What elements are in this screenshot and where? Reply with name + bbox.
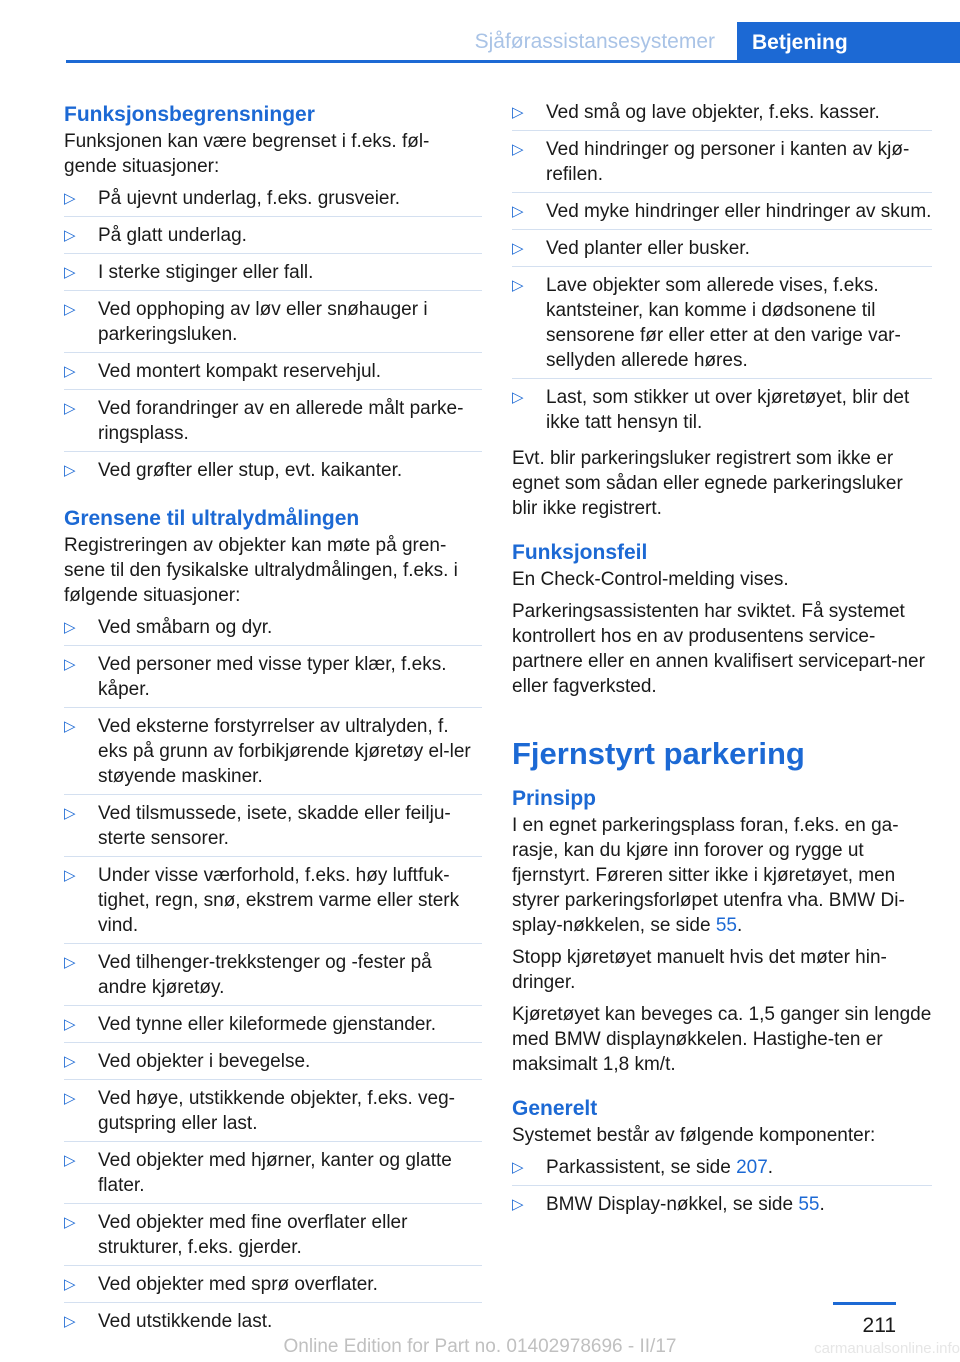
edition-note: Online Edition for Part no. 01402978696 - II/17 — [283, 1336, 677, 1357]
header-section-title: Sjåførassistansesystemer — [474, 30, 715, 53]
triangle-bullet-icon: ▷ — [64, 954, 76, 971]
stop-text: Stopp kjøretøyet manuelt hvis det møter hin-dringer. — [512, 947, 887, 993]
heading-remote-parking: Fjernstyrt parkering — [512, 736, 805, 771]
triangle-bullet-icon: ▷ — [512, 1196, 524, 1213]
heading-ultrasound: Grensene til ultralydmålingen — [64, 507, 360, 530]
list-item: ▷ BMW Display-nøkkel, se side 55. — [512, 1194, 825, 1215]
triangle-bullet-icon: ▷ — [512, 203, 524, 220]
list-item: ▷ Ved tilhenger-trekkstenger og -fester på andre kjøretøy. — [64, 950, 482, 1006]
limits-list — [64, 186, 482, 488]
malfunction-advice: Parkeringsassistenten har sviktet. Få systemet kontrollert hos en av produsentens service-partnere eller en annen kvalifisert servicepart-ner eller fagverksted. — [512, 601, 925, 697]
list-item: ▷ Under visse værforhold, f.eks. høy luftfuk-tighet, regn, snø, ekstrem varme eller sterk vind. — [64, 863, 482, 944]
heading-general: Generelt — [512, 1097, 598, 1120]
list-item: ▷ Ved objekter med sprø overflater. — [64, 1272, 482, 1303]
list-item: ▷ Parkassistent, se side 207. — [512, 1155, 932, 1186]
triangle-bullet-icon: ▷ — [512, 1159, 524, 1176]
page-link[interactable]: 55 — [715, 915, 737, 936]
right-column — [512, 100, 932, 1228]
general-intro: Systemet består av følgende komponenter: — [512, 1125, 876, 1146]
malfunction-message: En Check-Control-melding vises. — [512, 569, 789, 590]
triangle-bullet-icon: ▷ — [64, 1053, 76, 1070]
watermark: carmanualsonline.info — [814, 1340, 960, 1357]
list-item: ▷ Lave objekter som allerede vises, f.eks. kantsteiner, kan komme i dødsonene til sensorene før eller etter at den varige var-sellyden allerede høres. — [512, 273, 932, 379]
left-column — [64, 100, 482, 1345]
list-item: ▷ Ved personer med visse typer klær, f.eks. kåper. — [64, 652, 482, 708]
heading-limits: Funksjonsbegrensninger — [64, 103, 315, 126]
list-item: ▷ Ved planter eller busker. — [512, 236, 932, 267]
list-item: ▷ Ved utstikkende last. — [64, 1311, 273, 1332]
list-item: ▷ Ved opphoping av løv eller snøhauger i parkeringsluken. — [64, 297, 482, 353]
list-item: ▷ Ved objekter med fine overflater eller strukturer, f.eks. gjerder. — [64, 1210, 482, 1266]
triangle-bullet-icon: ▷ — [64, 1152, 76, 1169]
triangle-bullet-icon: ▷ — [64, 462, 76, 479]
triangle-bullet-icon: ▷ — [64, 301, 76, 318]
list-item: ▷ Ved høye, utstikkende objekter, f.eks. veg-gutspring eller last. — [64, 1086, 482, 1142]
triangle-bullet-icon: ▷ — [64, 1276, 76, 1293]
page-number: 211 — [862, 1314, 896, 1337]
triangle-bullet-icon: ▷ — [64, 867, 76, 884]
triangle-bullet-icon: ▷ — [512, 240, 524, 257]
triangle-bullet-icon: ▷ — [64, 656, 76, 673]
list-item: ▷ Ved montert kompakt reservehjul. — [64, 359, 482, 390]
ultrasound-list-continued — [512, 100, 932, 440]
list-item: ▷ På glatt underlag. — [64, 223, 482, 254]
list-item: ▷ Ved små og lave objekter, f.eks. kasser. — [512, 100, 932, 131]
header-rule — [66, 60, 960, 63]
list-item: ▷ Ved tynne eller kileformede gjenstander. — [64, 1012, 482, 1043]
triangle-bullet-icon: ▷ — [64, 1090, 76, 1107]
registration-note: Evt. blir parkeringsluker registrert som ikke er egnet som sådan eller egnede parkeringsluker blir ikke registrert. — [512, 448, 903, 519]
heading-principle: Prinsipp — [512, 787, 597, 810]
list-item: ▷ Ved tilsmussede, isete, skadde eller feilju-sterte sensorer. — [64, 801, 482, 857]
list-item: ▷ Ved objekter i bevegelse. — [64, 1049, 482, 1080]
triangle-bullet-icon: ▷ — [512, 104, 524, 121]
list-item: ▷ Ved objekter med hjørner, kanter og glatte flater. — [64, 1148, 482, 1204]
triangle-bullet-icon: ▷ — [64, 1313, 76, 1330]
triangle-bullet-icon: ▷ — [64, 400, 76, 417]
list-item: ▷ I sterke stiginger eller fall. — [64, 260, 482, 291]
components-list — [512, 1155, 932, 1222]
list-item: ▷ På ujevnt underlag, f.eks. grusveier. — [64, 186, 482, 217]
triangle-bullet-icon: ▷ — [64, 264, 76, 281]
triangle-bullet-icon: ▷ — [64, 1016, 76, 1033]
move-text: Kjøretøyet kan beveges ca. 1,5 ganger sin lengde med BMW displaynøkkelen. Hastighe-ten er maksimalt 1,8 km/t. — [512, 1004, 932, 1075]
list-item: ▷ Ved hindringer og personer i kanten av kjø-refilen. — [512, 137, 932, 193]
triangle-bullet-icon: ▷ — [64, 1214, 76, 1231]
principle-text: I en egnet parkeringsplass foran, f.eks. en ga-rasje, kan du kjøre inn forover og rygge ut fjernstyrt. Føreren sitter ikke i kjøretøyet, men styrer parkeringsforløpet utenfra vha. BMW Di-splay-nøkkelen, se side 55. — [512, 815, 905, 936]
triangle-bullet-icon: ▷ — [512, 277, 524, 294]
triangle-bullet-icon: ▷ — [64, 227, 76, 244]
list-item: ▷ Ved småbarn og dyr. — [64, 615, 482, 646]
limits-intro: Funksjonen kan være begrenset i f.eks. føl-gende situasjoner: — [64, 131, 430, 177]
heading-malfunction: Funksjonsfeil — [512, 541, 648, 564]
triangle-bullet-icon: ▷ — [512, 141, 524, 158]
page-link[interactable]: 55 — [798, 1194, 820, 1215]
list-item: ▷ Ved eksterne forstyrrelser av ultralyden, f. eks på grunn av forbikjørende kjøretøy el-ler støyende maskiner. — [64, 714, 482, 795]
list-item: ▷ Ved myke hindringer eller hindringer av skum. — [512, 199, 932, 230]
page-link[interactable]: 207 — [736, 1157, 768, 1178]
list-item: ▷ Ved forandringer av en allerede målt parke-ringsplass. — [64, 396, 482, 452]
triangle-bullet-icon: ▷ — [64, 619, 76, 636]
list-item: ▷ Last, som stikker ut over kjøretøyet, blir det ikke tatt hensyn til. — [512, 387, 910, 433]
ultrasound-list — [64, 615, 482, 1339]
triangle-bullet-icon: ▷ — [64, 190, 76, 207]
triangle-bullet-icon: ▷ — [512, 389, 524, 406]
header-tab: Betjening — [737, 22, 960, 63]
triangle-bullet-icon: ▷ — [64, 805, 76, 822]
list-item: ▷ Ved grøfter eller stup, evt. kaikanter. — [64, 460, 403, 481]
triangle-bullet-icon: ▷ — [64, 718, 76, 735]
triangle-bullet-icon: ▷ — [64, 363, 76, 380]
footer-rule — [833, 1302, 896, 1305]
ultrasound-intro: Registreringen av objekter kan møte på gren-sene til den fysikalske ultralydmålingen, f.eks. i følgende situasjoner: — [64, 535, 458, 606]
